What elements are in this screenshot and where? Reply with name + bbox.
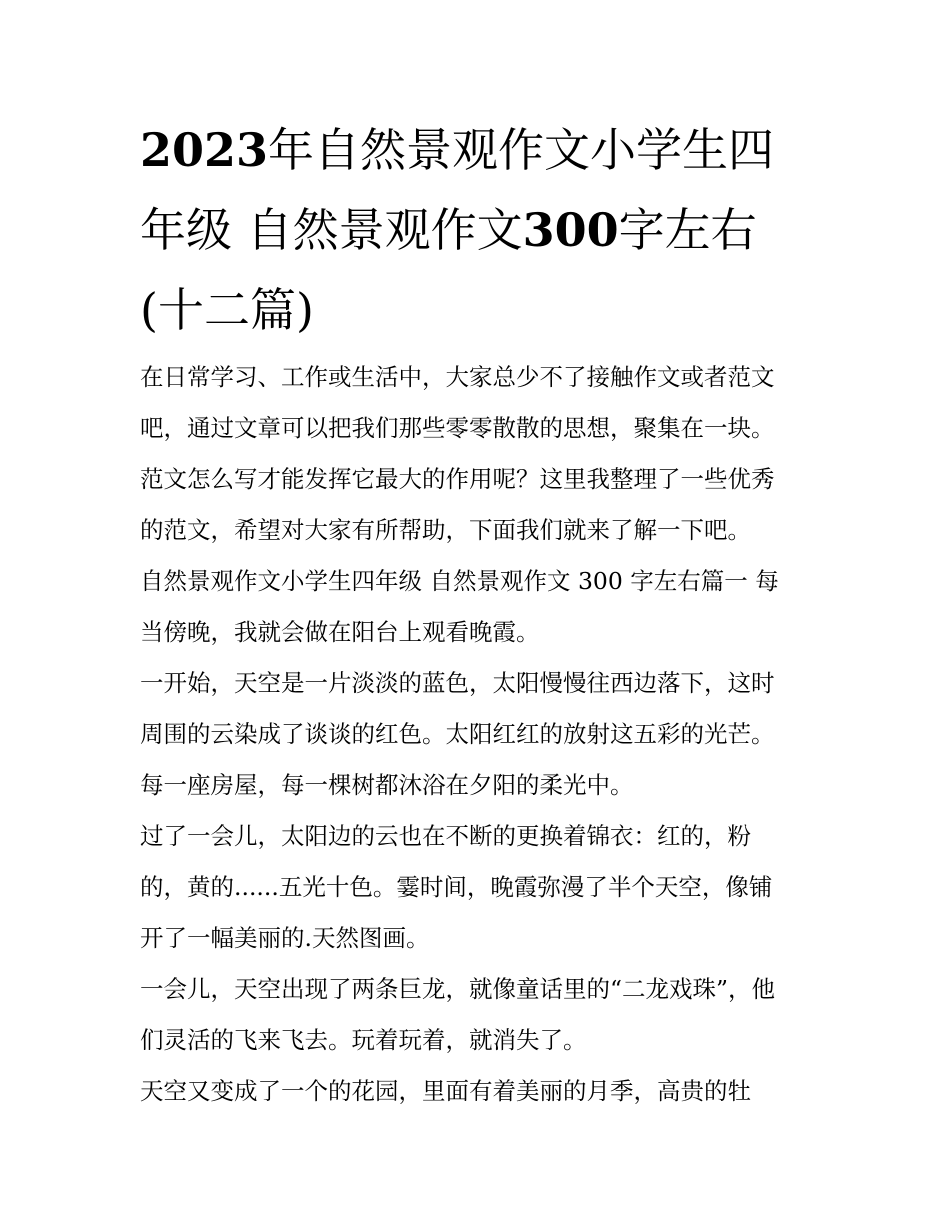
body-line: 每一座房屋，每一棵树都沐浴在夕阳的柔光中。 (140, 771, 634, 799)
title-line (140, 110, 820, 190)
body-line: 自然景观作文小学生四年级 自然景观作文 300 字左右篇一 每 (140, 567, 779, 595)
document-body (140, 352, 830, 1117)
body-line: 当傍晚，我就会做在阳台上观看晚霞。 (140, 618, 540, 646)
body-line: 在日常学习、工作或生活中，大家总少不了接触作文或者范文 (140, 363, 775, 391)
title-line-text: 字左右 (618, 203, 757, 257)
body-line: 吧，通过文章可以把我们那些零零散散的思想，聚集在一块。 (140, 414, 775, 442)
body-line: 们灵活的飞来飞去。玩着玩着，就消失了。 (140, 1026, 587, 1054)
title-line (140, 270, 820, 350)
body-line: 的范文，希望对大家有所帮助，下面我们就来了解一下吧。 (140, 516, 751, 544)
body-line: 周围的云染成了谈谈的红色。太阳红红的放射这五彩的光芒。 (140, 720, 775, 748)
title-year: 2023 (140, 123, 269, 177)
title-line-prefix: 年级 自然景观作文 (140, 203, 523, 257)
body-line: 天空又变成了一个的花园，里面有着美丽的月季，高贵的牡 (140, 1077, 751, 1105)
body-line: 一会儿，天空出现了两条巨龙，就像童话里的“二龙戏珠”，他 (140, 975, 776, 1003)
title-line-text: 年自然景观作文小学生四 (268, 123, 775, 177)
document-title (140, 110, 820, 350)
title-line-text: (十二篇) (140, 283, 314, 337)
body-line: 开了一幅美丽的.天然图画。 (140, 924, 430, 952)
body-line: 一开始，天空是一片淡淡的蓝色，太阳慢慢往西边落下，这时 (140, 669, 775, 697)
body-line: 过了一会儿，太阳边的云也在不断的更换着锦衣：红的，粉 (140, 822, 751, 850)
body-line: 的，黄的......五光十色。霎时间，晚霞弥漫了半个天空，像铺 (140, 873, 773, 901)
title-word-count: 300 (522, 203, 619, 257)
title-line (140, 190, 820, 270)
body-line: 范文怎么写才能发挥它最大的作用呢？这里我整理了一些优秀 (140, 465, 775, 493)
